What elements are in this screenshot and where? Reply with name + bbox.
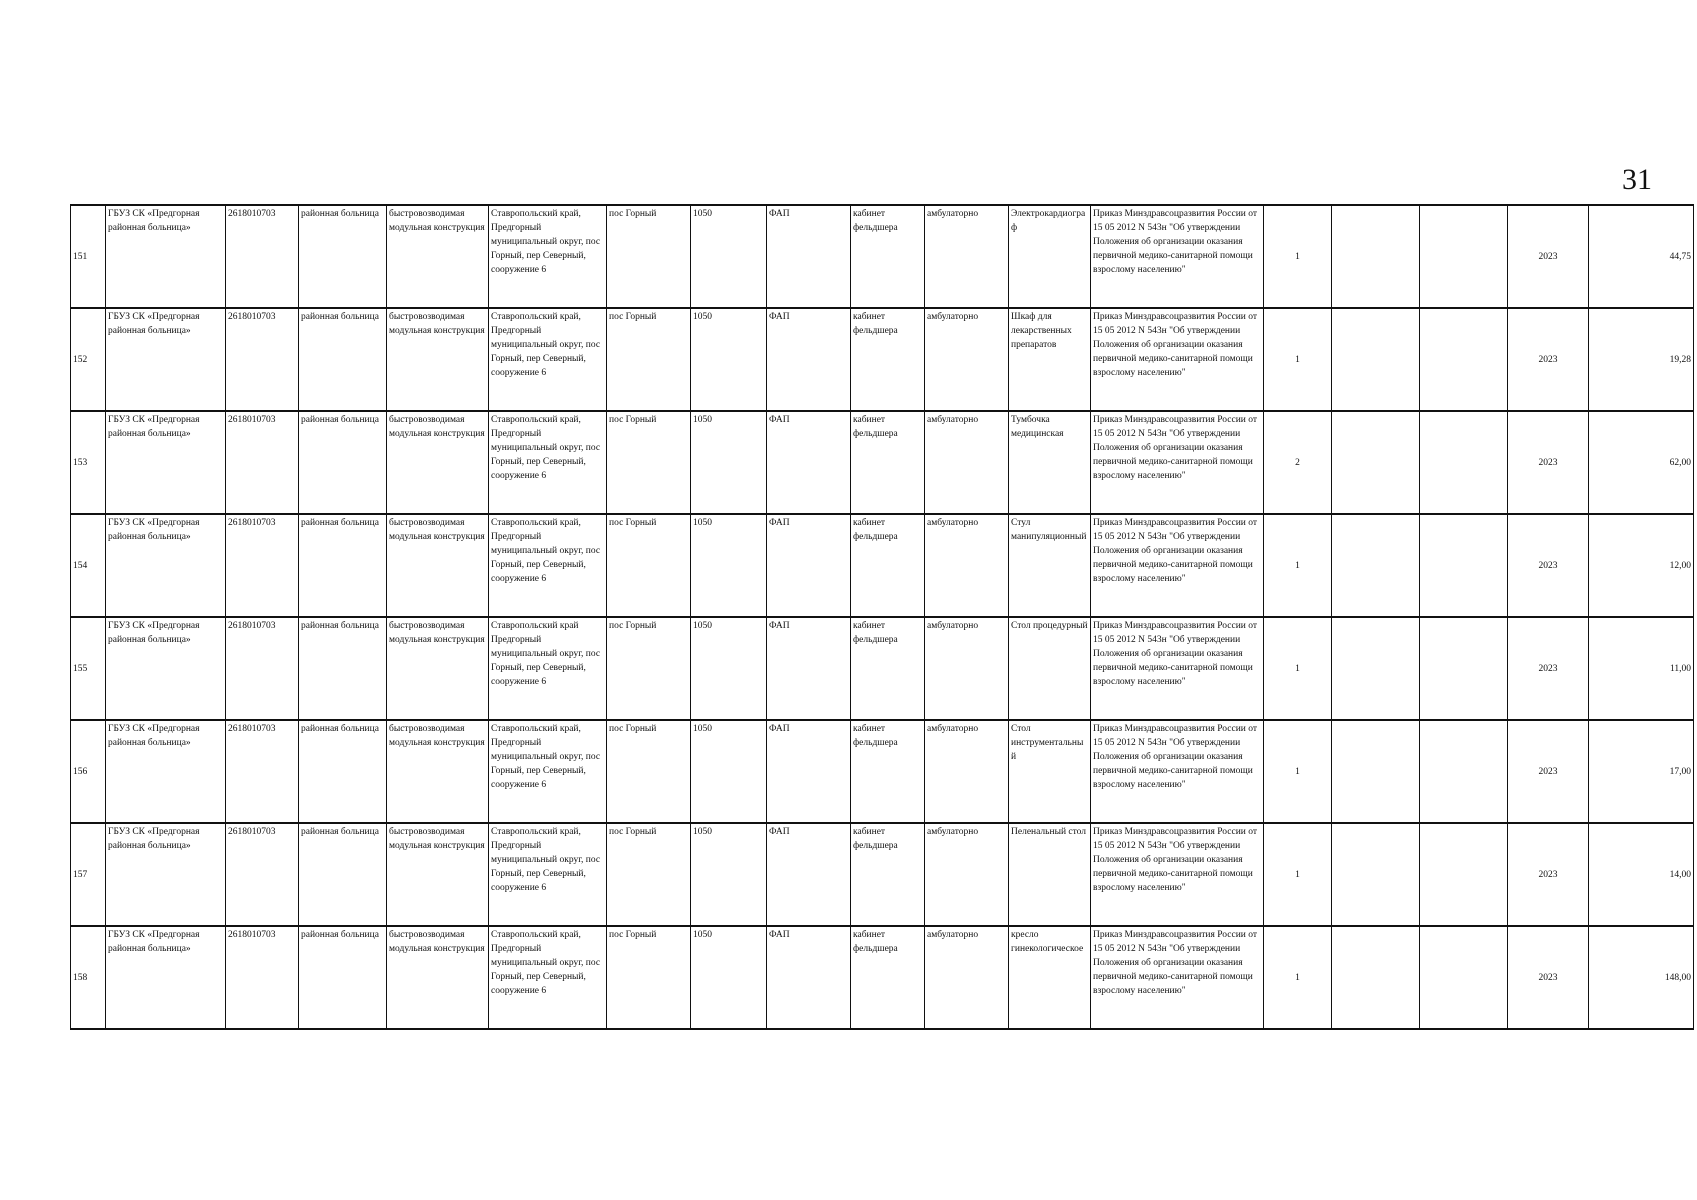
room-cell: кабинет фельдшера — [851, 411, 925, 514]
unit-cell: ФАП — [767, 308, 851, 411]
year-cell: 2023 — [1508, 308, 1589, 411]
building-cell: быстровозводимая модульная конструкция — [387, 617, 489, 720]
quantity-cell: 1 — [1264, 514, 1332, 617]
building-cell: быстровозводимая модульная конструкция — [387, 926, 489, 1029]
year-cell: 2023 — [1508, 514, 1589, 617]
equipment-cell: Электрокардиограф — [1009, 205, 1091, 308]
table-row — [71, 617, 1694, 720]
year-cell: 2023 — [1508, 823, 1589, 926]
year-cell: 2023 — [1508, 720, 1589, 823]
amount-cell: 14,00 — [1589, 823, 1694, 926]
row-number: 158 — [71, 926, 106, 1029]
locality-cell: пос Горный — [607, 926, 691, 1029]
building-cell: быстровозводимая модульная конструкция — [387, 411, 489, 514]
building-cell: быстровозводимая модульная конструкция — [387, 720, 489, 823]
unit-cell: ФАП — [767, 514, 851, 617]
facility-type-cell: районная больница — [299, 514, 387, 617]
order-cell: Приказ Минздравсоцразвития России от 15 05 2012 N 543н "Об утверждении Положения об организации оказания первичной медико-санитарной помощи взрослому населению" — [1091, 514, 1264, 617]
row-number: 157 — [71, 823, 106, 926]
row-number: 151 — [71, 205, 106, 308]
area-cell: 1050 — [691, 308, 767, 411]
order-cell: Приказ Минздравсоцразвития России от 15 05 2012 N 543н "Об утверждении Положения об организации оказания первичной медико-санитарной помощи взрослому населению" — [1091, 926, 1264, 1029]
code-cell: 2618010703 — [226, 823, 299, 926]
area-cell: 1050 — [691, 514, 767, 617]
organization-cell: ГБУЗ СК «Предгорная районная больница» — [106, 926, 226, 1029]
room-cell: кабинет фельдшера — [851, 617, 925, 720]
empty-cell — [1332, 411, 1420, 514]
table-row — [71, 823, 1694, 926]
code-cell: 2618010703 — [226, 720, 299, 823]
order-cell: Приказ Минздравсоцразвития России от 15 05 2012 N 543н "Об утверждении Положения об организации оказания первичной медико-санитарной помощи взрослому населению" — [1091, 308, 1264, 411]
unit-cell: ФАП — [767, 720, 851, 823]
equipment-cell: Шкаф для лекарственных препаратов — [1009, 308, 1091, 411]
quantity-cell: 2 — [1264, 411, 1332, 514]
table-row — [71, 720, 1694, 823]
building-cell: быстровозводимая модульная конструкция — [387, 205, 489, 308]
year-cell: 2023 — [1508, 926, 1589, 1029]
organization-cell: ГБУЗ СК «Предгорная районная больница» — [106, 411, 226, 514]
empty-cell — [1420, 720, 1508, 823]
empty-cell — [1420, 514, 1508, 617]
address-cell: Ставропольский край, Предгорный муниципальный округ, пос Горный, пер Северный, сооружение 6 — [489, 411, 607, 514]
address-cell: Ставропольский край, Предгорный муниципальный округ, пос Горный, пер Северный, сооружение 6 — [489, 308, 607, 411]
code-cell: 2618010703 — [226, 617, 299, 720]
empty-cell — [1420, 617, 1508, 720]
quantity-cell: 1 — [1264, 308, 1332, 411]
locality-cell: пос Горный — [607, 205, 691, 308]
care-type-cell: амбулаторно — [925, 205, 1009, 308]
room-cell: кабинет фельдшера — [851, 823, 925, 926]
order-cell: Приказ Минздравсоцразвития России от 15 05 2012 N 543н "Об утверждении Положения об организации оказания первичной медико-санитарной помощи взрослому населению" — [1091, 617, 1264, 720]
building-cell: быстровозводимая модульная конструкция — [387, 514, 489, 617]
unit-cell: ФАП — [767, 926, 851, 1029]
facility-type-cell: районная больница — [299, 205, 387, 308]
equipment-cell: Стол процедурный — [1009, 617, 1091, 720]
empty-cell — [1420, 926, 1508, 1029]
code-cell: 2618010703 — [226, 926, 299, 1029]
facility-type-cell: районная больница — [299, 617, 387, 720]
care-type-cell: амбулаторно — [925, 308, 1009, 411]
address-cell: Ставропольский край, Предгорный муниципальный округ, пос Горный, пер Северный, сооружение 6 — [489, 720, 607, 823]
equipment-cell: Тумбочка медицинская — [1009, 411, 1091, 514]
empty-cell — [1332, 308, 1420, 411]
table-row — [71, 308, 1694, 411]
care-type-cell: амбулаторно — [925, 926, 1009, 1029]
address-cell: Ставропольский край, Предгорный муниципальный округ, пос Горный, пер Северный, сооружение 6 — [489, 205, 607, 308]
empty-cell — [1420, 308, 1508, 411]
locality-cell: пос Горный — [607, 617, 691, 720]
locality-cell: пос Горный — [607, 308, 691, 411]
room-cell: кабинет фельдшера — [851, 205, 925, 308]
quantity-cell: 1 — [1264, 720, 1332, 823]
building-cell: быстровозводимая модульная конструкция — [387, 823, 489, 926]
year-cell: 2023 — [1508, 411, 1589, 514]
code-cell: 2618010703 — [226, 411, 299, 514]
locality-cell: пос Горный — [607, 823, 691, 926]
room-cell: кабинет фельдшера — [851, 926, 925, 1029]
empty-cell — [1332, 617, 1420, 720]
address-cell: Ставропольский край Предгорный муниципальный округ, пос Горный, пер Северный, сооружение 6 — [489, 617, 607, 720]
area-cell: 1050 — [691, 720, 767, 823]
facility-type-cell: районная больница — [299, 720, 387, 823]
amount-cell: 19,28 — [1589, 308, 1694, 411]
empty-cell — [1420, 205, 1508, 308]
organization-cell: ГБУЗ СК «Предгорная районная больница» — [106, 617, 226, 720]
code-cell: 2618010703 — [226, 514, 299, 617]
room-cell: кабинет фельдшера — [851, 720, 925, 823]
empty-cell — [1332, 514, 1420, 617]
table-row — [71, 205, 1694, 308]
room-cell: кабинет фельдшера — [851, 514, 925, 617]
equipment-table — [70, 204, 1694, 1030]
amount-cell: 17,00 — [1589, 720, 1694, 823]
row-number: 155 — [71, 617, 106, 720]
address-cell: Ставропольский край, Предгорный муниципальный округ, пос Горный, пер Северный, сооружение 6 — [489, 926, 607, 1029]
empty-cell — [1332, 205, 1420, 308]
code-cell: 2618010703 — [226, 205, 299, 308]
locality-cell: пос Горный — [607, 720, 691, 823]
address-cell: Ставропольский край, Предгорный муниципальный округ, пос Горный, пер Северный, сооружение 6 — [489, 514, 607, 617]
area-cell: 1050 — [691, 411, 767, 514]
table-row — [71, 411, 1694, 514]
amount-cell: 12,00 — [1589, 514, 1694, 617]
organization-cell: ГБУЗ СК «Предгорная районная больница» — [106, 720, 226, 823]
empty-cell — [1332, 720, 1420, 823]
order-cell: Приказ Минздравсоцразвития России от 15 05 2012 N 543н "Об утверждении Положения об организации оказания первичной медико-санитарной помощи взрослому населению" — [1091, 823, 1264, 926]
amount-cell: 44,75 — [1589, 205, 1694, 308]
year-cell: 2023 — [1508, 205, 1589, 308]
unit-cell: ФАП — [767, 411, 851, 514]
equipment-cell: Пеленальный стол — [1009, 823, 1091, 926]
building-cell: быстровозводимая модульная конструкция — [387, 308, 489, 411]
care-type-cell: амбулаторно — [925, 514, 1009, 617]
empty-cell — [1332, 926, 1420, 1029]
empty-cell — [1332, 823, 1420, 926]
locality-cell: пос Горный — [607, 514, 691, 617]
row-number: 156 — [71, 720, 106, 823]
organization-cell: ГБУЗ СК «Предгорная районная больница» — [106, 823, 226, 926]
address-cell: Ставропольский край, Предгорный муниципальный округ, пос Горный, пер Северный, сооружение 6 — [489, 823, 607, 926]
table-row — [71, 926, 1694, 1029]
year-cell: 2023 — [1508, 617, 1589, 720]
organization-cell: ГБУЗ СК «Предгорная районная больница» — [106, 205, 226, 308]
facility-type-cell: районная больница — [299, 308, 387, 411]
organization-cell: ГБУЗ СК «Предгорная районная больница» — [106, 514, 226, 617]
amount-cell: 148,00 — [1589, 926, 1694, 1029]
care-type-cell: амбулаторно — [925, 617, 1009, 720]
amount-cell: 62,00 — [1589, 411, 1694, 514]
empty-cell — [1420, 411, 1508, 514]
quantity-cell: 1 — [1264, 823, 1332, 926]
row-number: 152 — [71, 308, 106, 411]
page-number: 31 — [1622, 163, 1652, 196]
equipment-cell: Стул манипуляционный — [1009, 514, 1091, 617]
care-type-cell: амбулаторно — [925, 411, 1009, 514]
table-body — [71, 205, 1694, 1029]
order-cell: Приказ Минздравсоцразвития России от 15 05 2012 N 543н "Об утверждении Положения об организации оказания первичной медико-санитарной помощи взрослому населению" — [1091, 205, 1264, 308]
room-cell: кабинет фельдшера — [851, 308, 925, 411]
unit-cell: ФАП — [767, 617, 851, 720]
quantity-cell: 1 — [1264, 205, 1332, 308]
quantity-cell: 1 — [1264, 926, 1332, 1029]
care-type-cell: амбулаторно — [925, 720, 1009, 823]
facility-type-cell: районная больница — [299, 411, 387, 514]
unit-cell: ФАП — [767, 823, 851, 926]
equipment-cell: кресло гинекологическое — [1009, 926, 1091, 1029]
row-number: 153 — [71, 411, 106, 514]
area-cell: 1050 — [691, 926, 767, 1029]
order-cell: Приказ Минздравсоцразвития России от 15 05 2012 N 543н "Об утверждении Положения об организации оказания первичной медико-санитарной помощи взрослому населению" — [1091, 720, 1264, 823]
order-cell: Приказ Минздравсоцразвития России от 15 05 2012 N 543н "Об утверждении Положения об организации оказания первичной медико-санитарной помощи взрослому населению" — [1091, 411, 1264, 514]
area-cell: 1050 — [691, 823, 767, 926]
unit-cell: ФАП — [767, 205, 851, 308]
amount-cell: 11,00 — [1589, 617, 1694, 720]
table-row — [71, 514, 1694, 617]
facility-type-cell: районная больница — [299, 823, 387, 926]
quantity-cell: 1 — [1264, 617, 1332, 720]
organization-cell: ГБУЗ СК «Предгорная районная больница» — [106, 308, 226, 411]
care-type-cell: амбулаторно — [925, 823, 1009, 926]
area-cell: 1050 — [691, 205, 767, 308]
facility-type-cell: районная больница — [299, 926, 387, 1029]
equipment-cell: Стол инструментальный — [1009, 720, 1091, 823]
area-cell: 1050 — [691, 617, 767, 720]
code-cell: 2618010703 — [226, 308, 299, 411]
empty-cell — [1420, 823, 1508, 926]
row-number: 154 — [71, 514, 106, 617]
locality-cell: пос Горный — [607, 411, 691, 514]
